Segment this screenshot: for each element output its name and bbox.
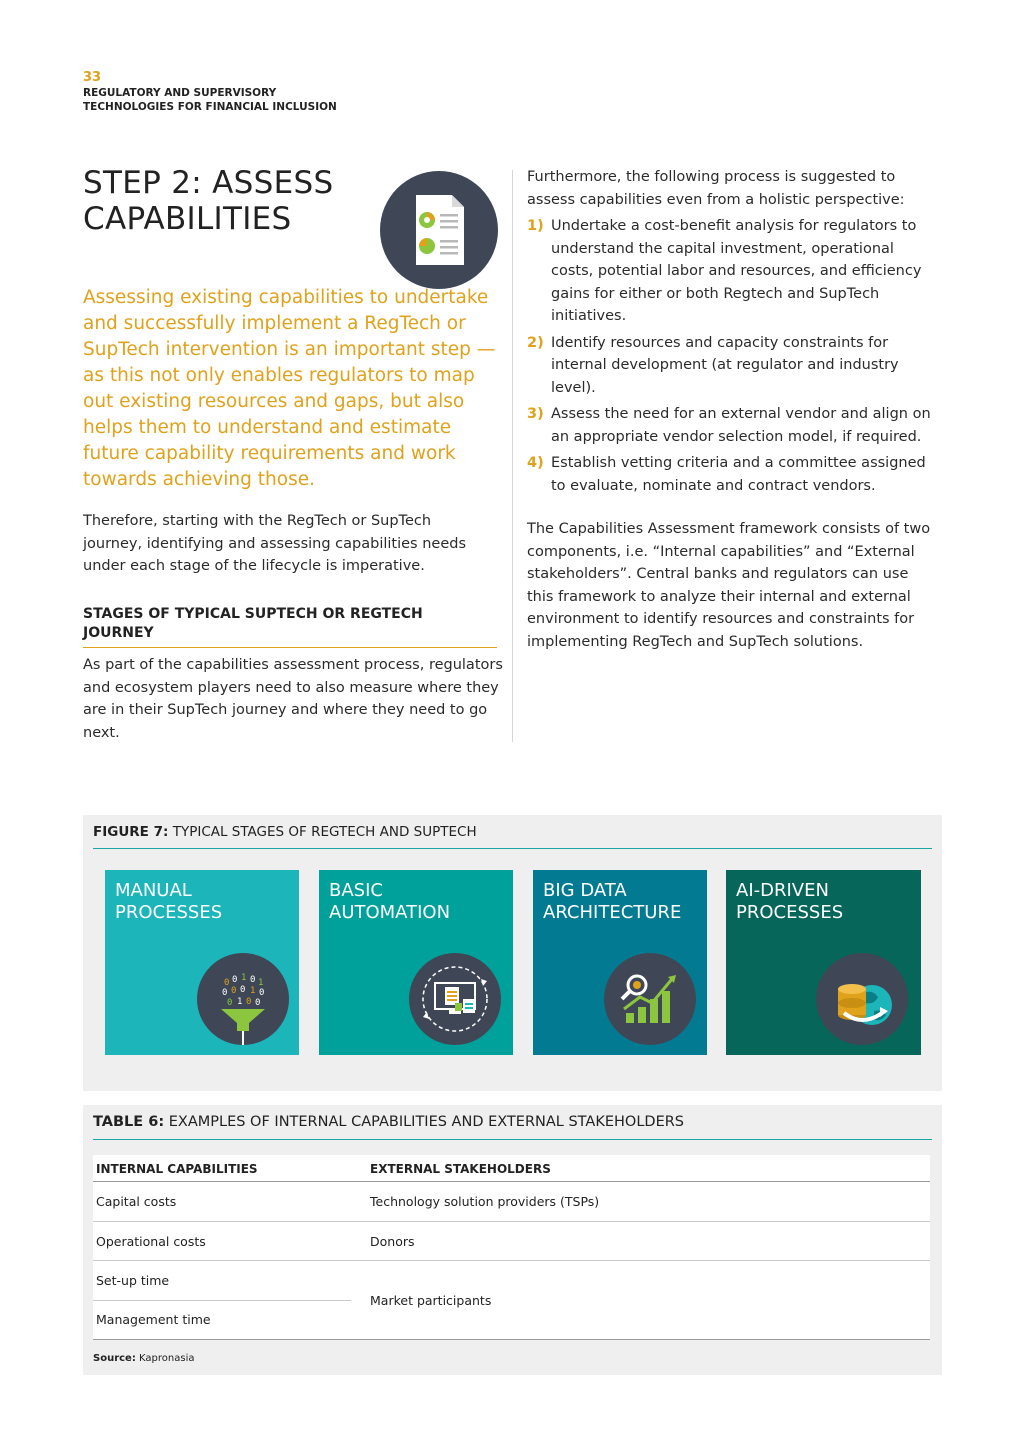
stage-label: [329, 880, 504, 924]
stage-label-line2: ARCHITECTURE: [543, 902, 682, 923]
stage-card-manual: [105, 870, 299, 1055]
svg-text:0: 0: [231, 986, 237, 996]
cell-divider: [93, 1300, 351, 1301]
list-item: [527, 452, 937, 497]
section-title-line1: STEP 2: ASSESS: [83, 165, 334, 201]
step-text: Undertake a cost-benefit analysis for regulators to understand the capital investment, operational costs, potential labor and resources, and efficiency gains for either or both Regtech and SupTech initiatives.: [551, 218, 922, 324]
table-cell: Technology solution providers (TSPs): [370, 1194, 600, 1209]
list-item: [527, 403, 937, 448]
stage-label: [543, 880, 700, 924]
source-label: Source:: [93, 1353, 136, 1364]
subheading-stages: STAGES OF TYPICAL SUPTECH OR REGTECH JOURNEY: [83, 605, 497, 648]
table-source: [93, 1353, 194, 1364]
svg-text:1: 1: [250, 986, 256, 996]
source-text: Kapronasia: [139, 1353, 195, 1364]
column-divider: [512, 170, 513, 742]
svg-text:0: 0: [246, 997, 252, 1007]
svg-text:0: 0: [232, 975, 238, 985]
stage-card-ai-driven: [726, 870, 921, 1055]
page-header: [83, 70, 337, 114]
table-cell: Operational costs: [96, 1233, 206, 1249]
step-number: 1): [527, 218, 544, 234]
step-number: 3): [527, 406, 544, 422]
table-row-merged: [93, 1261, 930, 1340]
table-label: TABLE 6:: [93, 1114, 165, 1130]
table-cell: Donors: [370, 1233, 415, 1249]
table-caption: [93, 1113, 932, 1140]
stage-label-line1: MANUAL: [115, 880, 192, 901]
table-title: EXAMPLES OF INTERNAL CAPABILITIES AND EXTERNAL STAKEHOLDERS: [168, 1114, 685, 1130]
list-item: [527, 215, 937, 328]
stage-label-line2: PROCESSES: [115, 902, 223, 923]
column-header-external: EXTERNAL STAKEHOLDERS: [370, 1162, 551, 1176]
capabilities-table: [93, 1155, 930, 1340]
stage-label-line1: BIG DATA: [543, 880, 627, 901]
stage-card-basic-automation: [319, 870, 513, 1055]
section-title-line2: CAPABILITIES: [83, 201, 292, 237]
svg-text:0: 0: [255, 998, 261, 1008]
stage-label: [115, 880, 290, 924]
svg-text:1: 1: [258, 978, 264, 988]
table-row: [93, 1182, 930, 1222]
list-item: [527, 332, 937, 400]
step-number: 2): [527, 334, 544, 351]
table-header-row: [93, 1155, 930, 1182]
figure-title: TYPICAL STAGES OF REGTECH AND SUPTECH: [172, 824, 477, 840]
report-title-line2: TECHNOLOGIES FOR FINANCIAL INCLUSION: [83, 101, 337, 113]
stage-label: [736, 880, 912, 924]
svg-text:0: 0: [227, 998, 233, 1008]
process-intro: Furthermore, the following process is suggested to assess capabilities even from a holistic perspective:: [527, 169, 905, 208]
figure-caption: [93, 823, 932, 849]
body-paragraph-2: As part of the capabilities assessment process, regulators and ecosystem players need to also measure where they are in their SupTech journey and where they need to go next.: [83, 657, 503, 741]
process-steps-list: [527, 215, 937, 497]
coins-globe-icon: [816, 953, 908, 1045]
svg-text:0: 0: [259, 988, 265, 998]
table-6: [83, 1105, 942, 1375]
lead-paragraph: Assessing existing capabilities to undertake and successfully implement a RegTech or SupTech intervention is an important step — as this not only enables regulators to map out existing resources and gaps, but also helps them to understand and estimate future capability requirements and work towards achieving those.: [83, 287, 496, 490]
column-header-internal: INTERNAL CAPABILITIES: [96, 1162, 258, 1176]
table-cell: Set-up time: [96, 1273, 170, 1288]
figure-label: FIGURE 7:: [93, 824, 169, 840]
stage-card-big-data: [533, 870, 707, 1055]
figure-7: [83, 815, 942, 1091]
svg-text:1: 1: [237, 997, 243, 1007]
section-title: [83, 165, 333, 237]
svg-text:0: 0: [240, 985, 246, 995]
data-growth-chart-icon: [604, 953, 696, 1045]
document-chart-icon: [380, 171, 498, 289]
svg-text:0: 0: [250, 975, 256, 985]
stage-label-line2: PROCESSES: [736, 902, 844, 923]
automation-cycle-icon: [409, 953, 501, 1045]
svg-text:1: 1: [241, 973, 247, 983]
table-cell: Capital costs: [96, 1194, 177, 1209]
svg-text:0: 0: [222, 988, 228, 998]
body-paragraph-1: Therefore, starting with the RegTech or SupTech journey, identifying and assessing capabilities needs under each stage of the lifecycle is imperative.: [83, 513, 466, 574]
right-column: [527, 166, 937, 497]
table-cell: Market participants: [370, 1293, 492, 1308]
step-text: Assess the need for an external vendor and align on an appropriate vendor selection model, if required.: [551, 406, 931, 445]
page-number: 33: [83, 70, 102, 85]
table-cell: Management time: [96, 1312, 211, 1327]
report-title-line1: REGULATORY AND SUPERVISORY: [83, 87, 277, 99]
binary-funnel-icon: [197, 953, 289, 1045]
table-row: [93, 1222, 930, 1262]
stage-label-line1: BASIC: [329, 880, 383, 901]
svg-text:0: 0: [224, 978, 230, 988]
framework-paragraph: The Capabilities Assessment framework consists of two components, i.e. “Internal capabilities” and “External stakeholders”. Central banks and regulators can use this framework to analyze their internal and external environment to identify resources and constraints for implementing RegTech and SupTech solutions.: [527, 521, 931, 650]
step-text: Identify resources and capacity constraints for internal development (at regulator and industry level).: [551, 334, 899, 396]
step-number: 4): [527, 455, 544, 471]
step-text: Establish vetting criteria and a committee assigned to evaluate, nominate and contract vendors.: [551, 455, 926, 494]
stage-label-line1: AI-DRIVEN: [736, 880, 829, 901]
stage-label-line2: AUTOMATION: [329, 902, 451, 923]
